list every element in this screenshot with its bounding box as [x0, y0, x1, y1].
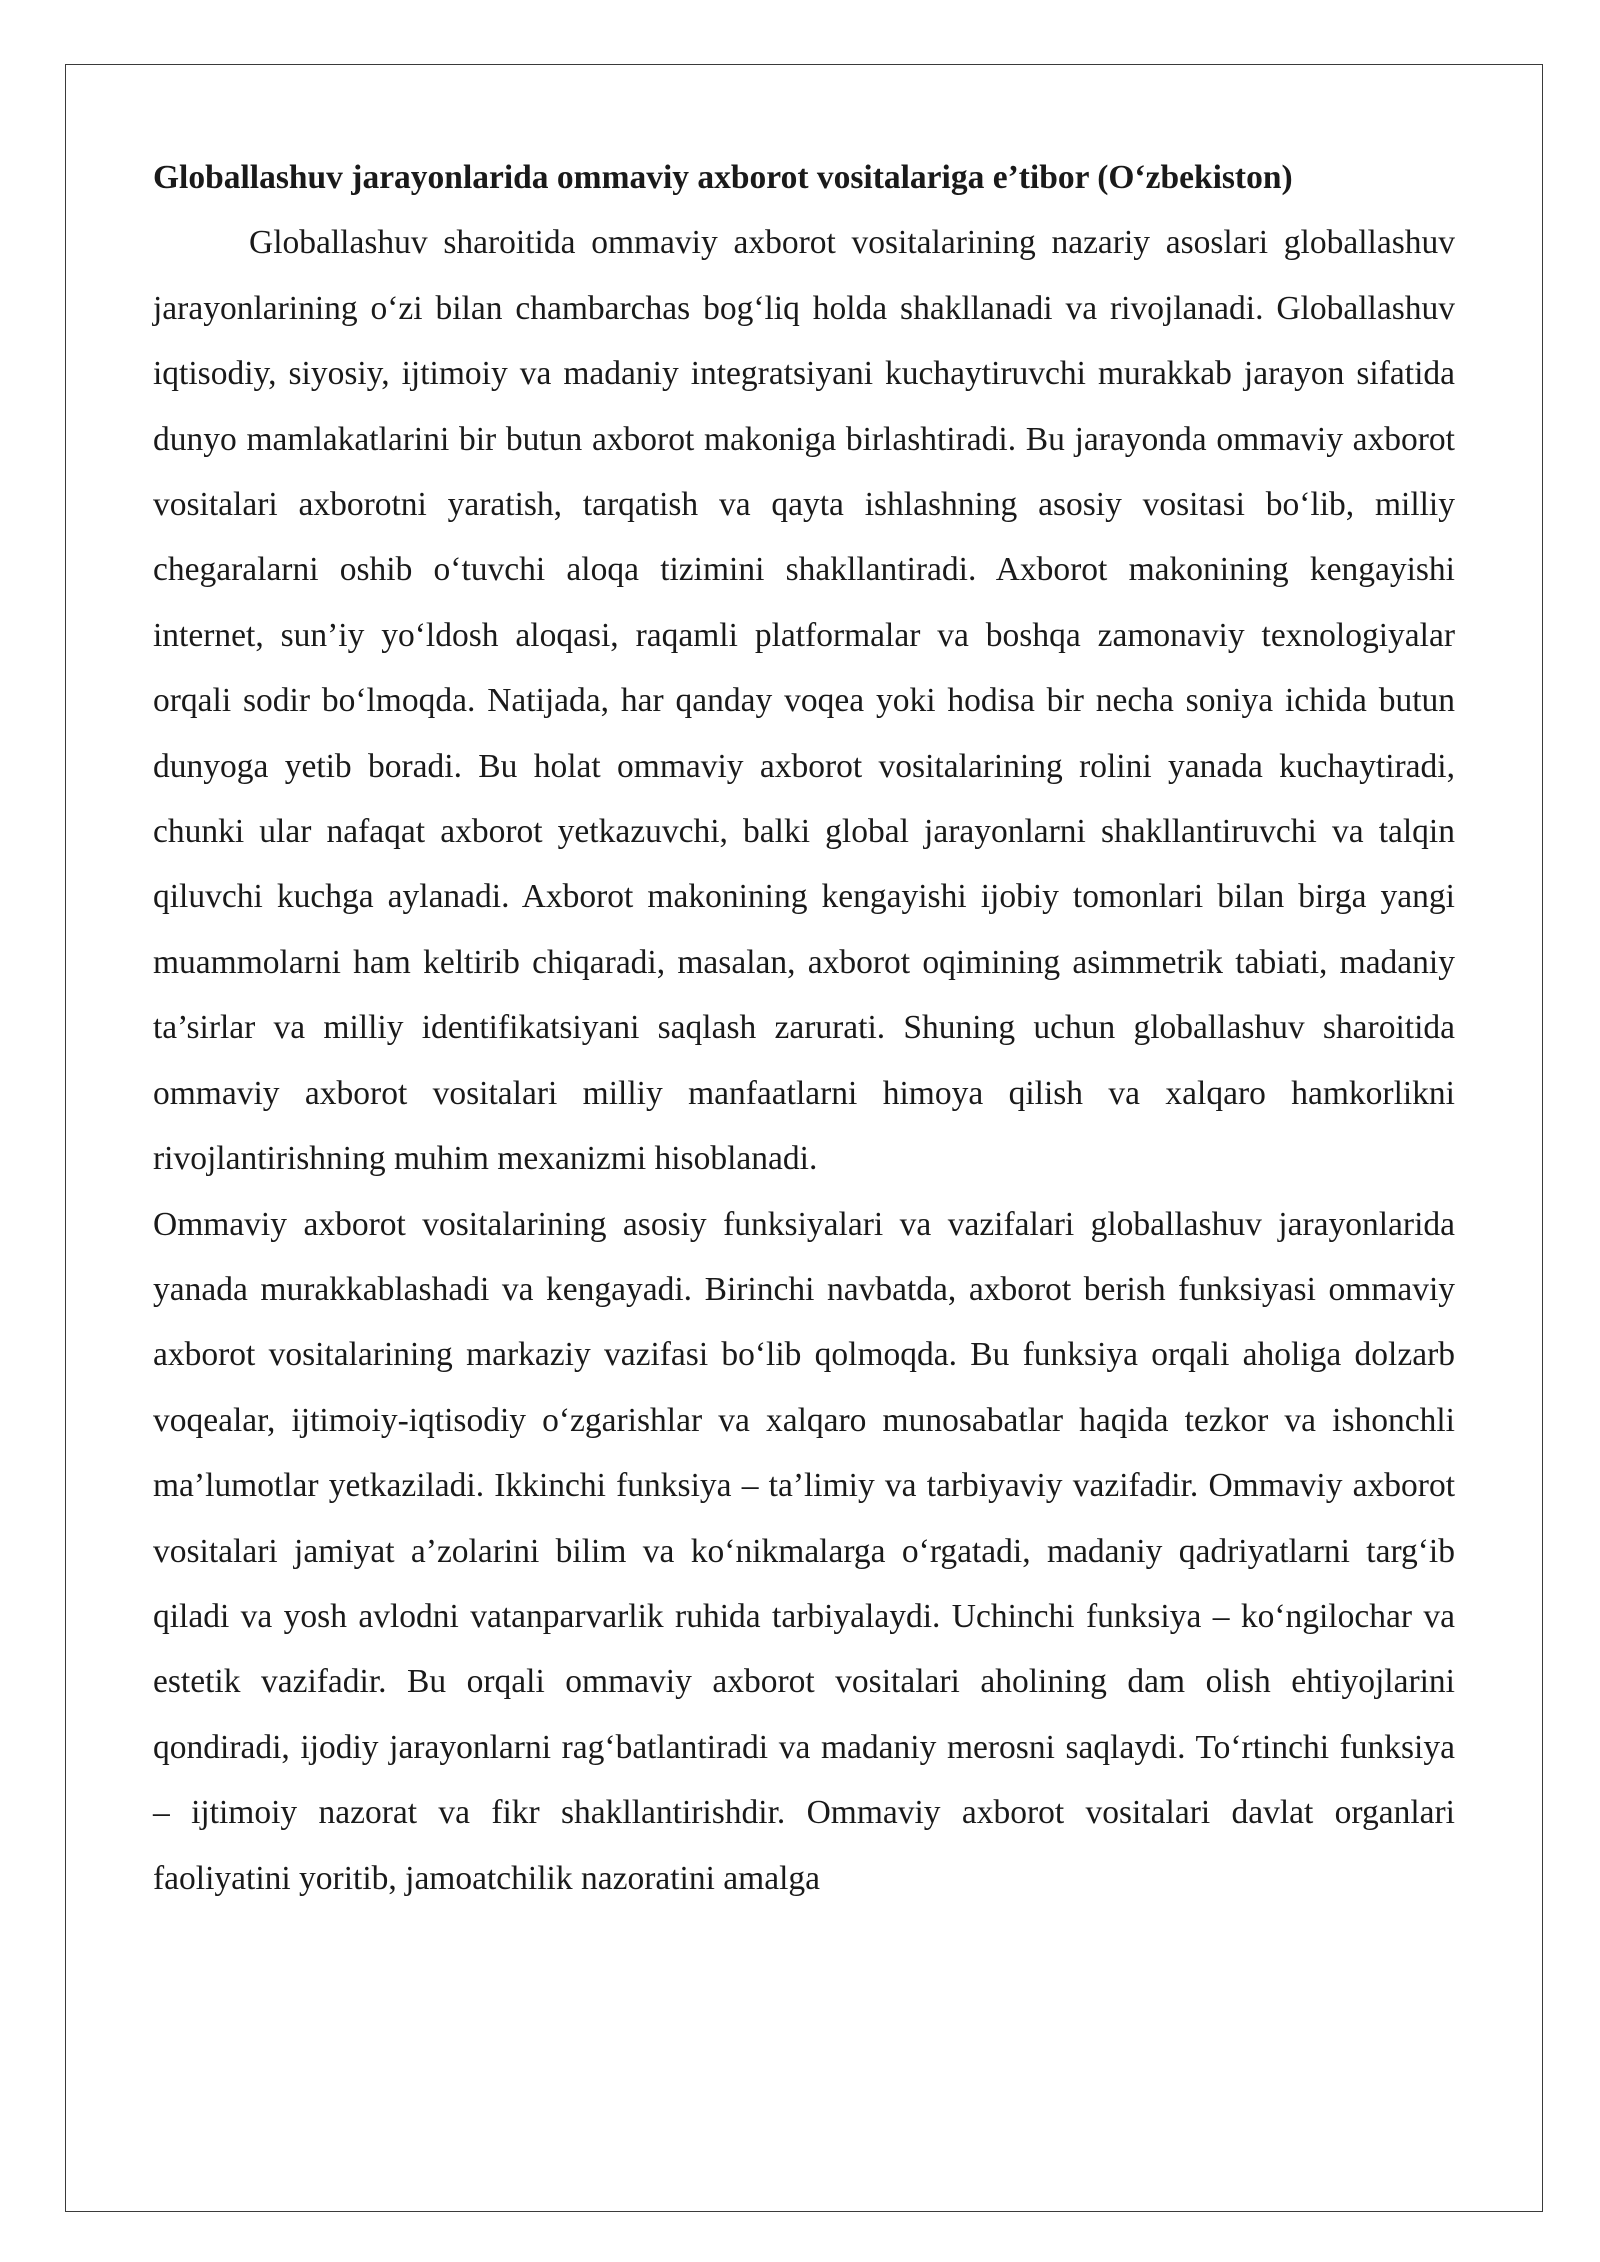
document-title: Globallashuv jarayonlarida ommaviy axborot vositalariga e’tibor (O‘zbekiston) — [153, 159, 1293, 196]
paragraph-2: Ommaviy axborot vositalarining asosiy funksiyalari va vazifalari globallashuv jarayonlarida yanada murakkablashadi va kengayadi. Birinchi navbatda, axborot berish funksiyasi ommaviy axborot vositalarining markaziy vazifasi bo‘lib qolmoqda. Bu funksiya orqali aholiga dolzarb voqealar, ijtimoiy-iqtisodiy o‘zgarishlar va xalqaro munosabatlar haqida tezkor va ishonchli ma’lumotlar yetkaziladi. Ikkinchi funksiya – ta’limiy va tarbiyaviy vazifadir. Ommaviy axborot vositalari jamiyat a’zolarini bilim va ko‘nikmalarga o‘rgatadi, madaniy qadriyatlarni targ‘ib qiladi va yosh avlodni vatanparvarlik ruhida tarbiyalaydi. Uchinchi funksiya – ko‘ngilochar va estetik vazifadir. Bu orqali ommaviy axborot vositalari aholining dam olish ehtiyojlarini qondiradi, ijodiy jarayonlarni rag‘batlantiradi va madaniy merosni saqlaydi. To‘rtinchi funksiya – ijtimoiy nazorat va fikr shakllantirishdir. Ommaviy axborot vositalari davlat organlari faoliyatini yoritib, jamoatchilik nazoratini amalga — [153, 1205, 1455, 1897]
paragraph-1: Globallashuv sharoitida ommaviy axborot vositalarining nazariy asoslari globallashuv jarayonlarining o‘zi bilan chambarchas bog‘liq holda shakllanadi va rivojlanadi. Globallashuv iqtisodiy, siyosiy, ijtimoiy va madaniy integratsiyani kuchaytiruvchi murakkab jarayon sifatida dunyo mamlakatlarini bir butun axborot makoniga birlashtiradi. Bu jarayonda ommaviy axborot vositalari axborotni yaratish, tarqatish va qayta ishlashning asosiy vositasi bo‘lib, milliy chegaralarni oshib o‘tuvchi aloqa tizimini shakllantiradi. Axborot makonining kengayishi internet, sun’iy yo‘ldosh aloqasi, raqamli platformalar va boshqa zamonaviy texnologiyalar orqali sodir bo‘lmoqda. Natijada, har qanday voqea yoki hodisa bir necha soniya ichida butun dunyoga yetib boradi. Bu holat ommaviy axborot vositalarining rolini yanada kuchaytiradi, chunki ular nafaqat axborot yetkazuvchi, balki global jarayonlarni shakllantiruvchi va talqin qiluvchi kuchga aylanadi. Axborot makonining kengayishi ijobiy tomonlari bilan birga yangi muammolarni ham keltirib chiqaradi, masalan, axborot oqimining asimmetrik tabiati, madaniy ta’sirlar va milliy identifikatsiyani saqlash zarurati. Shuning uchun globallashuv sharoitida ommaviy axborot vositalari milliy manfaatlarni himoya qilish va xalqaro hamkorlikni rivojlantirishning muhim mexanizmi hisoblanadi. — [153, 224, 1455, 1178]
document-body — [153, 145, 1455, 1911]
